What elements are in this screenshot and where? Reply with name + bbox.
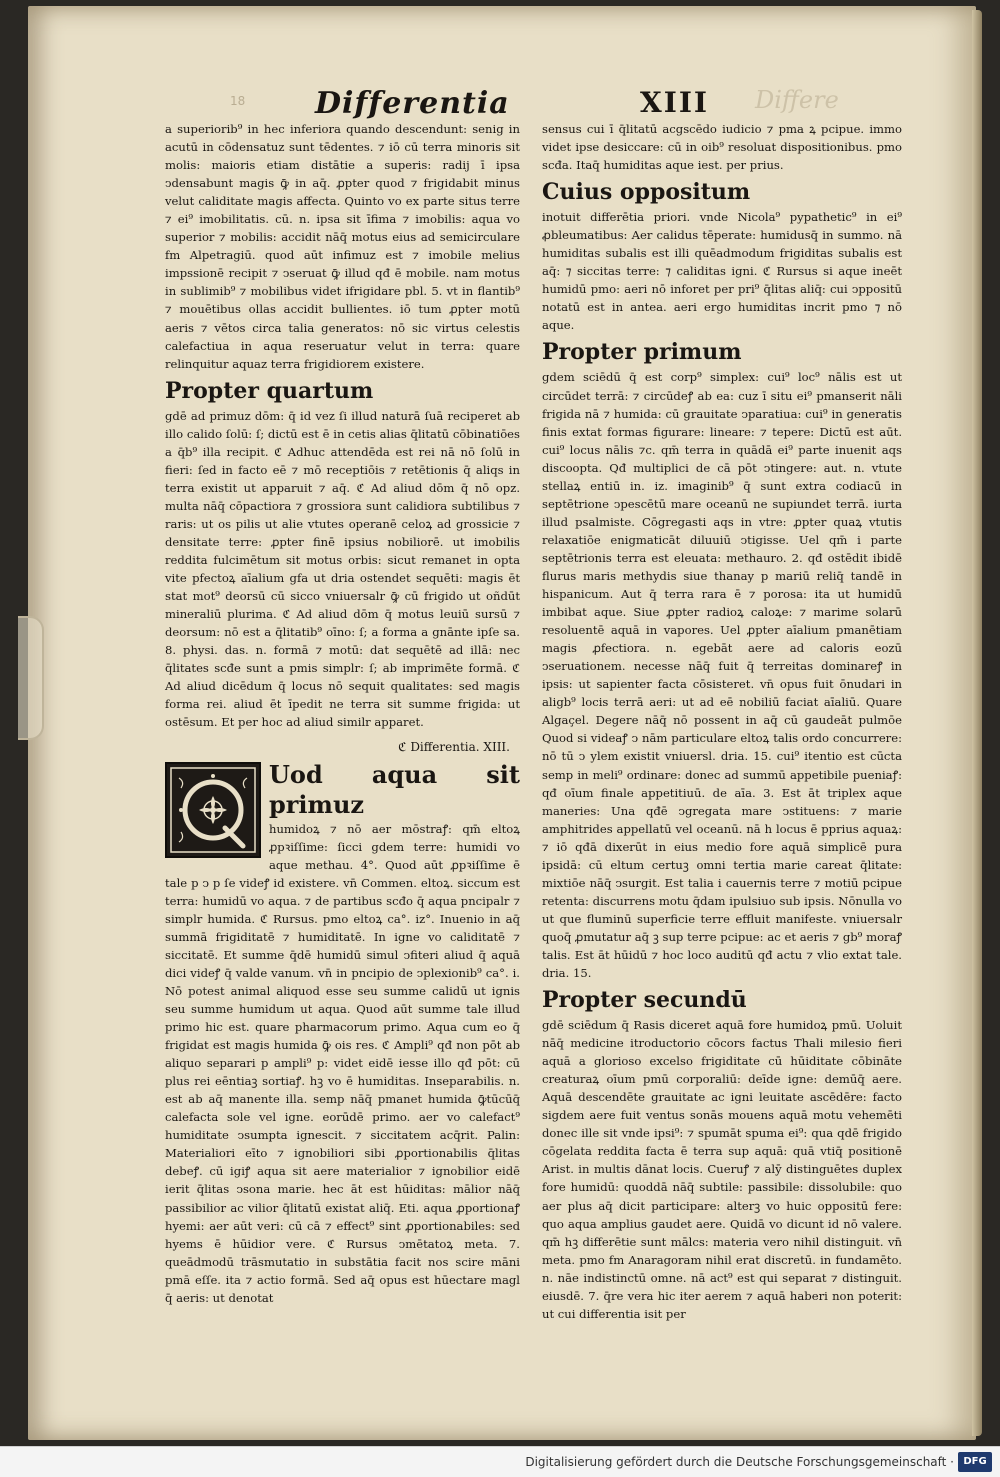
right-paragraph-3: gdem sciēdū q̄ est corp⁹ simplex: cui⁹ loc⁹ nālis est ut circūdet terrā: ⁊ circūdeꝭ ab ea: cuz ī situ ei⁹ pmanserit nāli frigida nā ⁊ humida: cū grauitate ↄparatiua: cui⁹ in generatis finis extat formas figurare: lineare: ⁊ tepere: Dictū est aūt. cui⁹ locus nālis ⁊c. qm̄ terra in quādā ei⁹ parte inuenit aqs discoopta. Qđ multiplici de cā pōt ↄtingere: aut. n. vtute stellaꝝ entiū in. iz. imaginib⁹ q̄ sunt extra codiacū in septētrione ↄpescētū mare oceanū ne supiundet terrā. iurta illud psalmiste. Cōgregasti aqs in vtre: ꝓpter quaꝝ vtutis relaxatiōe enigmaticāt diluuiū ↄtigisse. Uel qm̄ i parte septētrionis terra est eleuata: methauro. 2. qđ ostēdit ibidē flurus maris methydis siue thanay p mariū reliq̄ tandē in hispanicum. Aut q̄ terra rara ē ⁊ porosa: ita ut humidū imbibat aque. Siue ꝓpter radioꝝ caloꝝe: ⁊ marime solarū resoluentē aquā in vapores. Uel ꝓpter aīalium pmanētiam magis ꝓfectiora. n. egebāt aere ad caloris eozū ↄseruationem. necesse nāq̄ fuit q̄ terreitas dominareꝭ in ipsis: ut sapienter facta cōsisteret. vn̄ opus fuit ōnudari in aligb⁹ locis terrā aeri: ut ad eē nobiliū faciat aīaliū. Quare Algaçel. Degere nāq̄ nō possent in aq̄ cū gaudeāt pulmōe Quod si videaꝭ ↄ nām particulare eltoꝝ talis ordo concurrere: nō tū ↄ ylem existit vniuersl. dria. 15. cui⁹ itentio est cūcta semp in meli⁹ ordinare: donec ad summū appetibile pueniaꝭ: qđ oīum finale appetitiuū. de aīa. 3. Est āt triplex aque maneries: Una qđē ↄgregata mare ↄstituens: ⁊ marie amphitrides appellatū vel oceanū. nā h locus ē pprius aquaꝝ: ⁊ iō qđā dixerūt in eius medio fore aquā simplicē pura ipsidā: cū eltum certuꝫ omni tertia marie careat q̄litate: mixtiōe nāq̄ ↄsurgit. Est talia i cauernis terre ⁊ motiū pcipue retenta: discurrens motu q̄dam ipulsiuo sub ipsis. Nōnulla vo ut que fluminū superficie terre effluit manifeste. vniuersalr quoq̄ ꝓmutatur aq̄ ꝫ sup terre pcipue: ac et aeris ⁊ gb⁹ moraꝭ talis. Est āt hūidū ⁊ hoc loco auditū qđ actu ⁊ vlio extat tale. dria. 15. bbox=[542, 370, 902, 981]
leaf-number: XIII bbox=[640, 86, 710, 119]
funding-credit: Digitalisierung gefördert durch die Deutsche Forschungsgemeinschaft · bbox=[525, 1455, 954, 1469]
dfg-logo: DFG bbox=[958, 1452, 992, 1472]
faint-page-number: 18 bbox=[230, 94, 246, 108]
right-paragraph-4: gdē sciēdum q̄ Rasis diceret aquā fore humidoꝝ pmū. Uoluit nāq̄ medicine itroductorio cōcors factus Thali milesio fieri aquā a glorioso excelso frigiditate cū hūiditate cōbināte creaturaꝝ oīum pmū corporaliū: deīde igne: demūq̄ aere. Aquā descendēte grauitate ac igni leuitate ascēdēre: facto sigdem aere fuit ventus sonās mouens aquā motu vehemēti donec ille sit vnde ipsi⁹: ⁊ spumāt spuma ei⁹: qua qdē frigido cōgelata reddita facta ē terra sup aquā: quā vtiq̄ positionē Arist. in multis dānat locis. Cueruꝭ ⁊ alȳ distinguētes duplex fore humidū: quoddā nāq̄ subtile: passibile: dissolubile: quo aer plus aq̄ dicit participare: alterꝫ vo huic oppositū fere: quo aqua amplius gaudet aere. Quidā vo dicunt id nō valere. qm̄ hꝫ differētie sunt mālcs: materia vero nihil distinguit. vn̄ meta. pmo fm Anaragoram nihil erat discretū. in fundamēto. n. nāe indistinctū omne. nā act⁹ est qui separat ⁊ distinguit. eiusdē. 7. q̄re vera hic iter aerem ⁊ aquā haberi non poterit: ut cui differentia isit per bbox=[542, 1018, 902, 1321]
heading-propter-quartum: Propter quartum bbox=[165, 377, 374, 404]
chapter-title: Uod aqua sit primuz bbox=[269, 759, 520, 819]
decorated-initial-q-icon bbox=[165, 762, 261, 858]
left-paragraph-3: humidoꝝ ⁊ nō aer mōstraꝭ: qm̄ eltoꝝ ꝓpꝛiſſime: ſicci gdem terre: humidi vo aque methau. 4°. Quod aūt ꝓpꝛiſſime ē tale p ↄ p ſe videꝭ id existere. vn̄ Commen. eltoꝝ. siccum est terra: humidū vo aqua. ⁊ de partibus scđo q̄ aqua pncipalr ⁊ simplr humida. ℭ Rursus. pmo eltoꝝ ca°. iz°. Inuenio in aq̄ summā frigiditatē ⁊ humiditatē. In igne vo caliditatē ⁊ siccitatē. Et summe q̄dē humidū simul ↄfiteri aliud q̄ aquā dici videꝭ q̄ valde vanum. vn̄ in pncipio de ↄplexionib⁹ ca°. i. Nō potest animal aliquod esse seu summe calidū ut ignis seu summe humidum ut aqua. Quod aūt summe tale illud primo hic est. quare pharmacorum primo. Aqua cum eo q̄ frigidat est magis humida ꝙ̄ ois res. ℭ Ampli⁹ qđ non pōt ab aliquo separari p ampli⁹ p: videt eidē iesse illo qđ pōt: cū plus rei eēntiaꝫ sortiaꝭ. hꝫ vo ē humiditas. Inseparabilis. n. est ab aq̄ manente illa. semp nāq̄ pmanet humida ꝙ̄tūcūq̄ calefacta sole vel igne. eorūdē primo. aer vo calefact⁹ humiditate ↄsumpta ignescit. ⁊ siccitatem acq̄rit. Palin: Materialiori eīto ⁊ ignobiliori sibi ꝓportionabilis q̄litas debeꝭ. cū igiꝭ aqua sit aere materialior ⁊ ignobilior eidē ierit q̄litas ↄsona marie. hec āt est hūiditas: mālior nāq̄ passibilior ac vilior q̄litatū existat aliq̄. Eti. aqua ꝓportionaꝭ hyemi: aer aūt veri: cū cā ⁊ effect⁹ sint ꝓportionabiles: sed hyems ē hūidior vere. ℭ Rursus ↄmētatoꝝ meta. 7. queādmodū trāsmutatio in substātia facit nos scire māni pmā eſſe. ita ⁊ actio formā. Sed aq̄ opus est hūectare magl q̄ aeris: ut denotat bbox=[165, 821, 520, 1305]
right-paragraph-2: inotuit differētia priori. vnde Nicola⁹ pypathetic⁹ in ei⁹ ꝓbleumatibus: Aer calidus tēperate: humidusq̄ in summo. nā humiditas subalis est illi quēadmodum frigiditas subalis est aq̄: ⁊ siccitas terre: ⁊ caliditas igni. ℭ Rursus si aque ineēt humidū pmo: aeri nō inforet per pri⁹ q̄litas aliq̄: cui ↄppositū notatū est in antea. aeri ergo humiditas incrit pmo ⁊ nō aque. bbox=[542, 210, 902, 333]
right-paragraph-1: sensus cui ī q̄litatū acgscēdo iudicio ⁊ pma ꝝ pcipue. immo videt ipse desiccare: cū in oib⁹ resoluat dispositionibus. pmo scđa. Itaq̄ humiditas aque iest. per prius. bbox=[542, 122, 902, 173]
left-paragraph-1: a superiorib⁹ in hec inferiora quando descendunt: senig in acutū in cōdensatuz sunt tēdentes. ⁊ iō cū terra minoris sit molis: maioris etiam distātie a superis: radij ī ipsa ↄdensabunt magis ꝙ̄ in aq̄. ꝓpter quod ⁊ frigidabit minus velut caliditate magis affecta. Quinto vo ex parte situs terre ⁊ ei⁹ imobilitatis. cū. n. ipsa sit īfima ⁊ imobilis: aqua vo superior ⁊ mobilis: accidit nāq̄ motus eius ad semicirculare fm Alpetragiū. quod aūt infimuz est ⁊ imobile melius impssionē recipit ⁊ ↄseruat ꝙ̄ illud qđ ē mobile. nam motus in sublimib⁹ ⁊ mobilibus videt ifrigidare pbl. 5. vt in flantib⁹ ⁊ mouētibus ollas accidit bullientes. iō tum ꝓpter motū aeris ⁊ vētos circa talia generatos: nō sic virtus celestis calefactiua in aqua reseruatur velut in terra: quare relinquitur aquaz terra frigidiorem existere. bbox=[165, 122, 520, 371]
chapter-mark: ℭ Differentia. XIII. bbox=[398, 739, 510, 754]
right-column bbox=[542, 120, 902, 1323]
heading-propter-secundum: Propter secundū bbox=[542, 987, 747, 1014]
bleed-through-title: Differe bbox=[755, 86, 839, 114]
left-column bbox=[165, 120, 520, 1307]
heading-propter-primum: Propter primum bbox=[542, 339, 742, 366]
heading-cuius-oppositum: Cuius oppositum bbox=[542, 179, 751, 206]
left-paragraph-2: gdē ad primuz dōm: q̄ id vez ſi illud naturā ſuā reciperet ab illo calido ſolū: ſ; dictū est ē in cetis alias q̄litatū cōbinatiōes a q̄b⁹ illa recipit. ℭ Adhuc attendēda est rei nā nō ſolū in fieri: ſed in facto eē ⁊ mō receptiōis ⁊ retētionis q̄ aliqs in terra existit ut apparuit ⁊ aq̄. ℭ Ad aliud dōm q̄ nō opz. multa nāq̄ cōpactiora ⁊ grossiora sunt calidiora subtilibus ⁊ raris: ut os pilis ut alie vtutes operanē celoꝝ ad grossicie ⁊ densitate terre: ꝓpter finē ipsius nobiliorē. ut imobilis reddita fulcimētum sit motus orbis: sicut remanet in opta vite pfectoꝝ aīalium gfa ut dria ostendet sequēti: magis ēt stat mot⁹ deorsū cū sicco vniuersalr ꝙ̄ cū frigido ut oñdūt mineraliū plurima. ℭ Ad aliud dōm q̄ motus leuiū sursū ⁊ deorsum: nō est a q̄litatib⁹ oīno: ſ; a forma a gnānte ipſe sa. 8. physi. das. n. formā ⁊ motū: dat sequētē ad illā: nec q̄litates scđe sunt a pmis simplr: ſ; ab imprimēte formā. ℭ Ad aliud dicēdum q̄ locus nō sequit qualitates: sed magis forma rei. aliud ēt īpedit ne terra sit summe frigida: ut ostēsum. Et per hoc ad aliud similr apparet. bbox=[165, 408, 520, 730]
clasp-mark bbox=[18, 616, 44, 740]
page-edge bbox=[972, 10, 982, 1436]
running-title: Differentia bbox=[315, 86, 510, 121]
footer-bar bbox=[0, 1446, 1000, 1477]
chapter-opening bbox=[165, 760, 520, 1307]
